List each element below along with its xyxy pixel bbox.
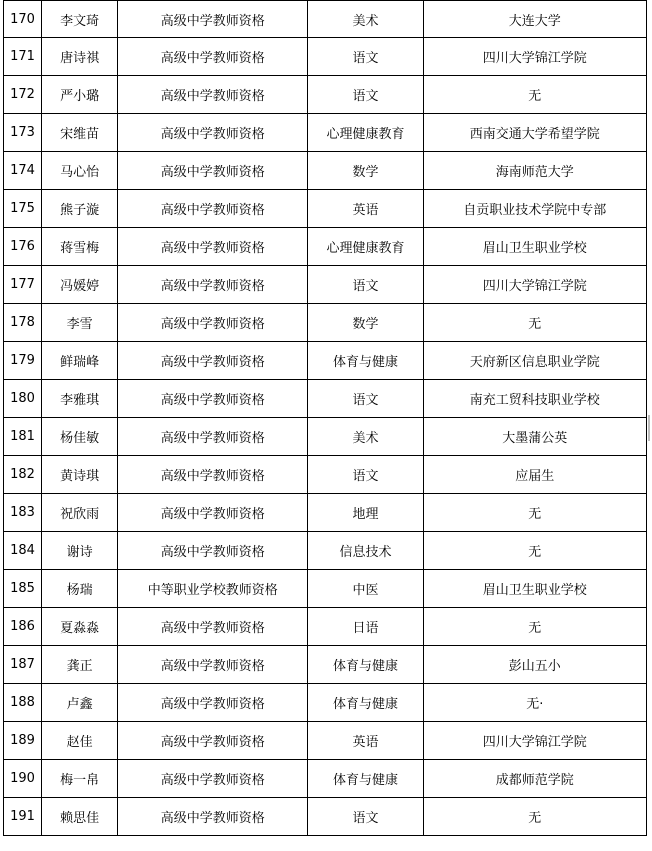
certificate-type: 高级中学教师资格 — [118, 114, 308, 152]
school: 无 — [423, 798, 646, 836]
subject: 语文 — [308, 266, 423, 304]
certificate-type: 高级中学教师资格 — [118, 608, 308, 646]
applicant-name: 祝欣雨 — [42, 494, 118, 532]
applicant-name: 李雅琪 — [42, 380, 118, 418]
certificate-type: 高级中学教师资格 — [118, 266, 308, 304]
table-row — [4, 266, 647, 304]
certificate-type: 高级中学教师资格 — [118, 190, 308, 228]
table-row — [4, 76, 647, 114]
row-number: 190 — [4, 760, 42, 798]
table-row — [4, 646, 647, 684]
school: 四川大学锦江学院 — [423, 38, 646, 76]
table-row — [4, 494, 647, 532]
row-number: 172 — [4, 76, 42, 114]
applicant-name: 唐诗祺 — [42, 38, 118, 76]
applicant-name: 李文琦 — [42, 1, 118, 38]
certificate-type: 高级中学教师资格 — [118, 1, 308, 38]
table-row — [4, 1, 647, 38]
row-number: 180 — [4, 380, 42, 418]
table-row — [4, 760, 647, 798]
subject: 体育与健康 — [308, 684, 423, 722]
school: 无 — [423, 76, 646, 114]
row-number: 191 — [4, 798, 42, 836]
certificate-type: 高级中学教师资格 — [118, 418, 308, 456]
row-number: 184 — [4, 532, 42, 570]
subject: 数学 — [308, 152, 423, 190]
certificate-type: 高级中学教师资格 — [118, 152, 308, 190]
applicant-name: 杨瑞 — [42, 570, 118, 608]
school: 西南交通大学希望学院 — [423, 114, 646, 152]
certificate-type: 高级中学教师资格 — [118, 228, 308, 266]
subject: 语文 — [308, 380, 423, 418]
table-row — [4, 418, 647, 456]
row-number: 187 — [4, 646, 42, 684]
certificate-type: 高级中学教师资格 — [118, 532, 308, 570]
applicant-name: 宋维苗 — [42, 114, 118, 152]
applicant-name: 鲜瑞峰 — [42, 342, 118, 380]
school: 南充工贸科技职业学校 — [423, 380, 646, 418]
school: 天府新区信息职业学院 — [423, 342, 646, 380]
applicant-name: 熊子漩 — [42, 190, 118, 228]
row-number: 178 — [4, 304, 42, 342]
applicant-name: 马心怡 — [42, 152, 118, 190]
applicant-name: 夏淼淼 — [42, 608, 118, 646]
school: 眉山卫生职业学校 — [423, 570, 646, 608]
subject: 语文 — [308, 456, 423, 494]
row-number: 188 — [4, 684, 42, 722]
school: 无 — [423, 608, 646, 646]
certificate-type: 高级中学教师资格 — [118, 494, 308, 532]
row-number: 174 — [4, 152, 42, 190]
applicant-name: 李雪 — [42, 304, 118, 342]
certificate-type: 中等职业学校教师资格 — [118, 570, 308, 608]
row-number: 182 — [4, 456, 42, 494]
certificate-type: 高级中学教师资格 — [118, 722, 308, 760]
row-number: 181 — [4, 418, 42, 456]
table-row — [4, 570, 647, 608]
table-row — [4, 532, 647, 570]
table-body — [4, 1, 647, 836]
applicant-name: 赖思佳 — [42, 798, 118, 836]
school: 成都师范学院 — [423, 760, 646, 798]
table-row — [4, 722, 647, 760]
row-number: 185 — [4, 570, 42, 608]
applicant-name: 杨佳敏 — [42, 418, 118, 456]
scrollbar-thumb[interactable] — [648, 415, 650, 441]
applicant-name: 黄诗琪 — [42, 456, 118, 494]
row-number: 171 — [4, 38, 42, 76]
school: 应届生 — [423, 456, 646, 494]
table-row — [4, 608, 647, 646]
school: 大连大学 — [423, 1, 646, 38]
row-number: 179 — [4, 342, 42, 380]
row-number: 186 — [4, 608, 42, 646]
school: 无 — [423, 494, 646, 532]
row-number: 170 — [4, 1, 42, 38]
table-row — [4, 456, 647, 494]
certificate-type: 高级中学教师资格 — [118, 456, 308, 494]
applicant-name: 梅一帛 — [42, 760, 118, 798]
table-row — [4, 798, 647, 836]
applicant-name: 赵佳 — [42, 722, 118, 760]
table-row — [4, 304, 647, 342]
document-page — [3, 0, 647, 847]
school: 无· — [423, 684, 646, 722]
row-number: 176 — [4, 228, 42, 266]
table-row — [4, 228, 647, 266]
table-row — [4, 380, 647, 418]
school: 眉山卫生职业学校 — [423, 228, 646, 266]
applicant-name: 龚正 — [42, 646, 118, 684]
row-number: 175 — [4, 190, 42, 228]
subject: 体育与健康 — [308, 342, 423, 380]
subject: 心理健康教育 — [308, 114, 423, 152]
certificate-type: 高级中学教师资格 — [118, 304, 308, 342]
applicant-name: 严小璐 — [42, 76, 118, 114]
subject: 美术 — [308, 1, 423, 38]
school: 无 — [423, 532, 646, 570]
row-number: 177 — [4, 266, 42, 304]
row-number: 173 — [4, 114, 42, 152]
certificate-type: 高级中学教师资格 — [118, 76, 308, 114]
school: 海南师范大学 — [423, 152, 646, 190]
subject: 语文 — [308, 798, 423, 836]
subject: 语文 — [308, 38, 423, 76]
certificate-type: 高级中学教师资格 — [118, 38, 308, 76]
subject: 数学 — [308, 304, 423, 342]
school: 大墨蒲公英 — [423, 418, 646, 456]
certificate-type: 高级中学教师资格 — [118, 760, 308, 798]
table-row — [4, 684, 647, 722]
table-row — [4, 342, 647, 380]
certificate-type: 高级中学教师资格 — [118, 342, 308, 380]
subject: 英语 — [308, 722, 423, 760]
subject: 心理健康教育 — [308, 228, 423, 266]
subject: 体育与健康 — [308, 760, 423, 798]
table-row — [4, 152, 647, 190]
applicant-table — [3, 0, 647, 836]
subject: 日语 — [308, 608, 423, 646]
table-row — [4, 190, 647, 228]
school: 自贡职业技术学院中专部 — [423, 190, 646, 228]
subject: 英语 — [308, 190, 423, 228]
school: 无 — [423, 304, 646, 342]
subject: 美术 — [308, 418, 423, 456]
school: 彭山五小 — [423, 646, 646, 684]
applicant-name: 蒋雪梅 — [42, 228, 118, 266]
table-row — [4, 114, 647, 152]
applicant-name: 冯媛婷 — [42, 266, 118, 304]
row-number: 189 — [4, 722, 42, 760]
certificate-type: 高级中学教师资格 — [118, 684, 308, 722]
subject: 语文 — [308, 76, 423, 114]
school: 四川大学锦江学院 — [423, 266, 646, 304]
subject: 地理 — [308, 494, 423, 532]
applicant-name: 谢诗 — [42, 532, 118, 570]
certificate-type: 高级中学教师资格 — [118, 380, 308, 418]
school: 四川大学锦江学院 — [423, 722, 646, 760]
certificate-type: 高级中学教师资格 — [118, 646, 308, 684]
subject: 信息技术 — [308, 532, 423, 570]
certificate-type: 高级中学教师资格 — [118, 798, 308, 836]
applicant-name: 卢鑫 — [42, 684, 118, 722]
table-row — [4, 38, 647, 76]
subject: 体育与健康 — [308, 646, 423, 684]
row-number: 183 — [4, 494, 42, 532]
subject: 中医 — [308, 570, 423, 608]
